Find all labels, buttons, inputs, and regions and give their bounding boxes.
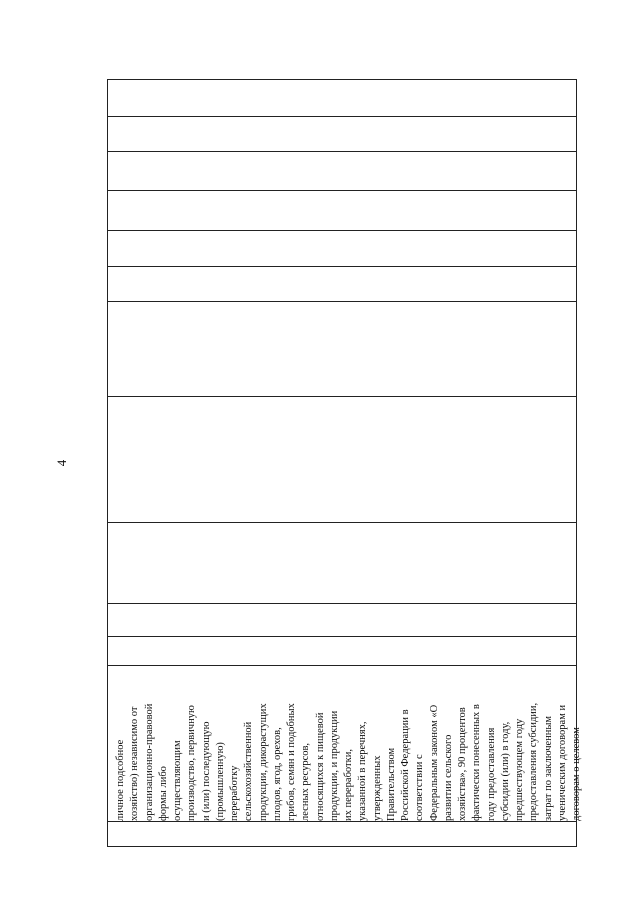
row-divider xyxy=(108,603,576,604)
row-divider xyxy=(108,230,576,231)
cell-text-line: продукции, и продукции xyxy=(328,710,340,821)
cell-text-line: личное подсобное xyxy=(115,739,126,821)
cell-text-line: осуществляющим xyxy=(172,740,183,821)
cell-text-line: формы либо xyxy=(157,766,169,821)
cell-text-line: их переработки, xyxy=(343,749,354,821)
text-cell xyxy=(108,665,582,821)
cell-text-line: соответствии с xyxy=(414,754,426,821)
cell-text-line: и (или) последующую xyxy=(200,721,212,821)
cell-text-line: переработку xyxy=(229,765,240,821)
row-divider xyxy=(108,151,576,152)
cell-text-line: затрат по заключенным xyxy=(542,715,554,821)
cell-text-line: плодов, ягод, орехов, xyxy=(271,727,283,821)
cell-text-line: ученическим договорам и xyxy=(556,704,568,821)
cell-text-line: развитии сельского xyxy=(442,734,454,821)
row-divider xyxy=(108,301,576,302)
cell-text-line: году предоставления xyxy=(485,727,497,821)
row-divider xyxy=(108,190,576,191)
row-divider xyxy=(108,396,576,397)
row-divider xyxy=(108,266,576,267)
page-number: 4 xyxy=(54,459,69,467)
cell-text-line: хозяйства», 90 процентов xyxy=(457,707,468,821)
row-divider xyxy=(108,636,576,637)
cell-text-line: (промышленную) xyxy=(214,742,226,821)
row-divider xyxy=(108,116,576,117)
cell-text-line: организационно-правовой xyxy=(143,703,155,821)
cell-text xyxy=(114,671,584,821)
cell-text-line: Правительством xyxy=(385,747,397,821)
cell-text-line: сельскохозяйственной xyxy=(243,721,255,821)
cell-text-line: утвержденных xyxy=(371,755,383,821)
cell-text-line: производство, первичную xyxy=(186,705,198,821)
row-divider xyxy=(108,821,576,822)
cell-text-line: грибов, семян и подобных xyxy=(286,703,297,821)
cell-text-line: хозяйство) независимо от xyxy=(129,706,141,821)
cell-text-line: Федеральным законом «О xyxy=(428,704,440,821)
cell-text-line: Российской Федерации в xyxy=(400,709,411,821)
cell-text-line: указанной в перечнях, xyxy=(357,721,369,821)
cell-text-line: предоставления субсидии, xyxy=(528,702,540,821)
cell-text-line: субсидии (или) в году, xyxy=(499,721,511,821)
cell-text-line: фактически понесенных в xyxy=(471,704,483,821)
cell-text-line: предшествующем году xyxy=(514,718,525,821)
cell-text-line: лесных ресурсов, xyxy=(300,742,312,821)
row-divider xyxy=(108,522,576,523)
rotated-table xyxy=(107,79,582,847)
cell-text-line: относящихся к пищевой xyxy=(314,712,326,821)
cell-text-line: продукции, дикорастущих xyxy=(257,703,269,821)
cell-text-line: договорам о целевом xyxy=(571,727,582,821)
